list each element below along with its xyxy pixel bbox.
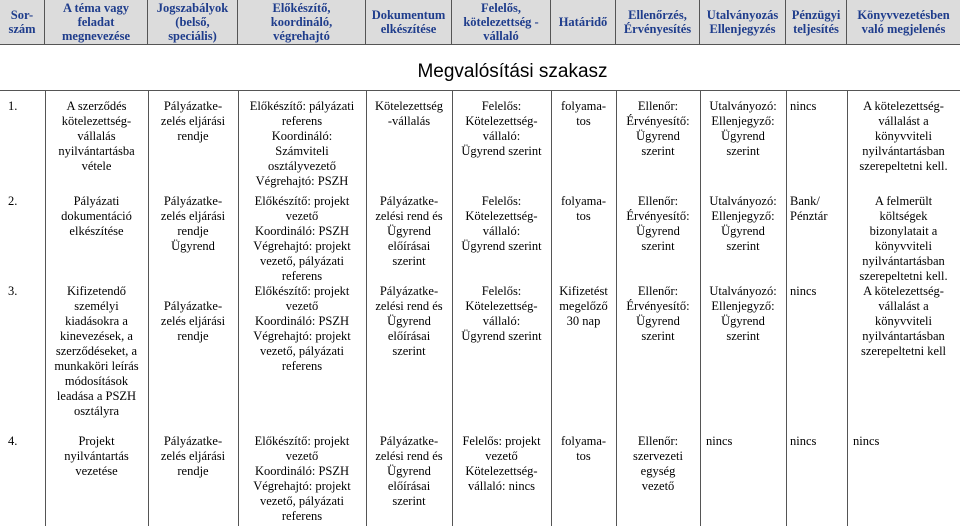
- row-1-preparer: Előkészítő: pályázati referens Koordináló: Számviteli osztályvezető Végrehajtó: PSZH: [249, 99, 355, 188]
- row-4-number: 4.: [8, 434, 18, 448]
- header-responsible: Felelős, kötelezettség - vállaló: [452, 0, 551, 44]
- row-2-law: Pályázatke- zelés eljárási rendje Ügyrend: [160, 194, 226, 253]
- row-1-document: Kötelezettség -vállalás: [374, 99, 444, 128]
- row-3-law: Pályázatke- zelés eljárási rendje: [160, 299, 226, 343]
- row-1-financial: nincs: [790, 99, 817, 113]
- header-control: Ellenőrzés, Érvényesítés: [616, 0, 700, 44]
- row-3-responsible: Felelős: Kötelezettség- vállaló: Ügyrend szerint: [461, 284, 542, 343]
- row-4-control: Ellenőr: szervezeti egység vezető: [633, 434, 683, 493]
- row-3-financial: nincs: [790, 284, 817, 298]
- row-1-control: Ellenőr: Érvényesítő: Ügyrend szerint: [626, 99, 690, 158]
- row-2-responsible: Felelős: Kötelezettség- vállaló: Ügyrend szerint: [461, 194, 542, 253]
- row-3-task: Kifizetendő személyi kiadásokra a kinevezések, a szerződéseket, a munkaköri leírás módosítások leadása a PSZH osztályra: [54, 284, 139, 418]
- row-1-bookkeeping: A kötelezettség- vállalást a könyvviteli nyilvántartásban szerepeltetni kell.: [859, 99, 948, 173]
- row-4-law: Pályázatke- zelés eljárási rendje: [160, 434, 226, 478]
- row-1-task: A szerződés kötelezettség- vállalás nyilvántartásba vétele: [58, 99, 135, 173]
- row-2-task: Pályázati dokumentáció elkészítése: [61, 194, 132, 238]
- row-4-bookkeeping: nincs: [853, 434, 880, 448]
- row-4-financial: nincs: [790, 434, 817, 448]
- row-2-authorization: Utalványozó: Ellenjegyző: Ügyrend szerint: [709, 194, 777, 253]
- column-divider: [786, 91, 787, 526]
- row-2-control: Ellenőr: Érvényesítő: Ügyrend szerint: [626, 194, 690, 253]
- row-2-number: 2.: [8, 194, 18, 208]
- table-header: [0, 0, 960, 45]
- row-4-document: Pályázatke- zelési rend és Ügyrend előírásai szerint: [375, 434, 443, 508]
- row-1-law: Pályázatke- zelés eljárási rendje: [160, 99, 226, 143]
- header-bookkeeping: Könyvvezetésben való megjelenés: [857, 8, 950, 36]
- row-1-number: 1.: [8, 99, 18, 113]
- row-2-document: Pályázatke- zelési rend és Ügyrend előírásai szerint: [375, 194, 443, 268]
- row-3-authorization: Utalványozó: Ellenjegyző: Ügyrend szerint: [709, 284, 777, 343]
- table-body: [0, 90, 960, 526]
- row-2-bookkeeping: A felmerült költségek bizonylatait a könyvviteli nyilvántartásban szerepeltetni kell.: [859, 194, 948, 283]
- row-3-bookkeeping: A kötelezettség- vállalást a könyvviteli nyilvántartásban szerepeltetni kell: [860, 284, 947, 358]
- row-3-preparer: Előkészítő: projekt vezető Koordináló: PSZH Végrehajtó: projekt vezető, pályázati referens: [253, 284, 351, 373]
- row-2-deadline: folyama- tos: [560, 194, 607, 223]
- row-1-responsible: Felelős: Kötelezettség- vállaló: Ügyrend szerint: [461, 99, 542, 158]
- row-3-deadline: Kifizetést megelőző 30 nap: [559, 284, 608, 328]
- row-2-financial: Bank/ Pénztár: [790, 194, 828, 223]
- header-authorization: Utalványozás Ellenjegyzés: [700, 0, 786, 44]
- header-laws: Jogszabályok (belső, speciális): [148, 0, 238, 44]
- header-serial-number: Sor- szám: [0, 0, 45, 44]
- phase-title: Megvalósítási szakasz: [417, 61, 608, 82]
- row-4-responsible: Felelős: projekt vezető Kötelezettség- vállaló: nincs: [462, 434, 541, 493]
- row-3-document: Pályázatke- zelési rend és Ügyrend előírásai szerint: [375, 284, 443, 358]
- row-3-number: 3.: [8, 284, 18, 298]
- row-4-task: Projekt nyilvántartás vezetése: [64, 434, 129, 478]
- header-task: A téma vagy feladat megnevezése: [45, 0, 148, 44]
- row-1-deadline: folyama- tos: [560, 99, 607, 128]
- row-2-preparer: Előkészítő: projekt vezető Koordináló: PSZH Végrehajtó: projekt vezető, pályázati referens: [253, 194, 351, 283]
- header-financial: Pénzügyi teljesítés: [786, 0, 847, 44]
- row-1-authorization: Utalványozó: Ellenjegyző: Ügyrend szerint: [709, 99, 777, 158]
- header-deadline: Határidő: [551, 0, 616, 44]
- row-4-deadline: folyama- tos: [560, 434, 607, 463]
- row-3-control: Ellenőr: Érvényesítő: Ügyrend szerint: [626, 284, 690, 343]
- header-document: Dokumentum elkészítése: [366, 0, 452, 44]
- row-4-authorization: nincs: [706, 434, 733, 448]
- header-preparer: Előkészítő, koordináló, végrehajtó: [238, 0, 366, 44]
- row-4-preparer: Előkészítő: projekt vezető Koordináló: PSZH Végrehajtó: projekt vezető, pályázati referens: [253, 434, 351, 523]
